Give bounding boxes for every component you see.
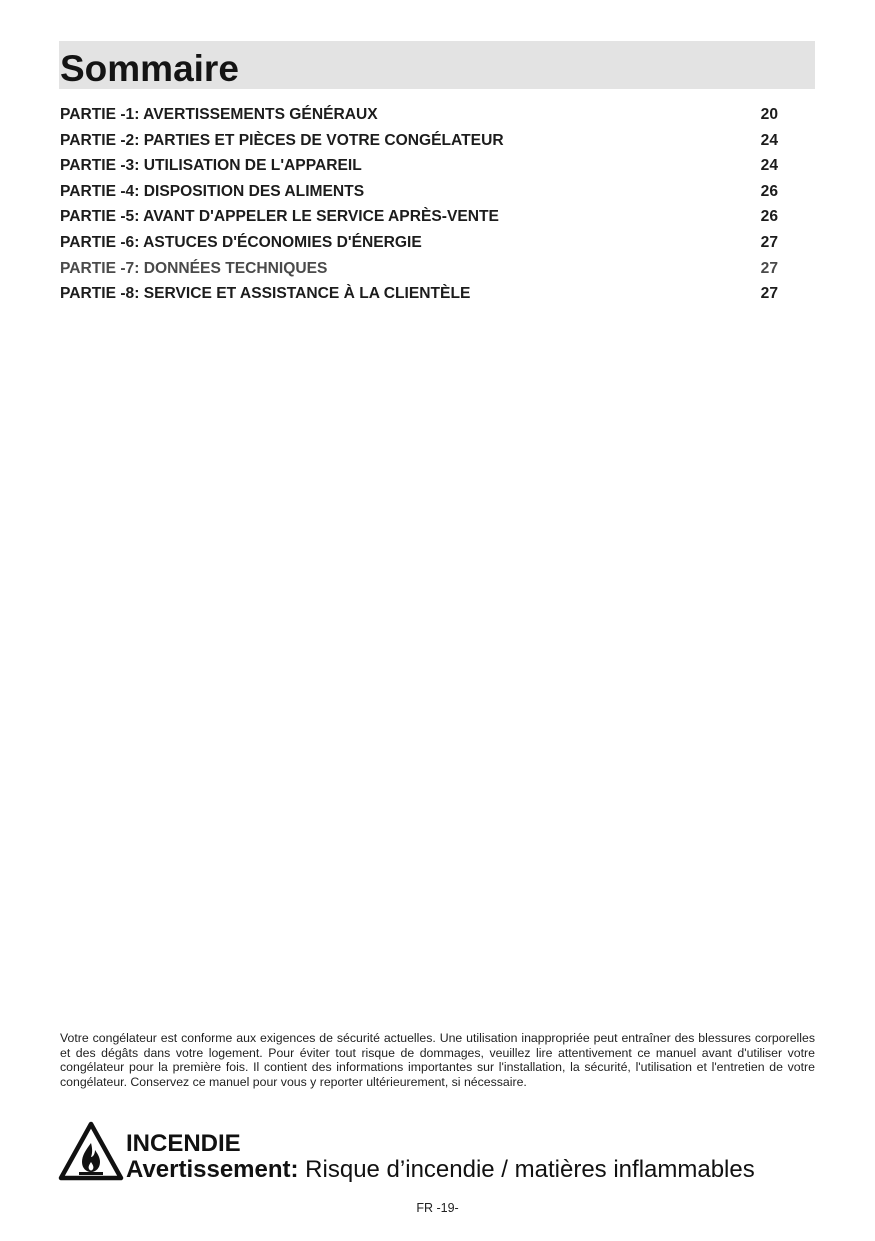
toc-entry-page: 27 [760, 285, 778, 303]
toc-entry-label: PARTIE -8: SERVICE ET ASSISTANCE À LA CLIENTÈLE [60, 285, 471, 303]
toc-entry[interactable] [60, 260, 778, 286]
toc-entry-page: 20 [760, 106, 778, 123]
toc-entry-label: PARTIE -1: AVERTISSEMENTS GÉNÉRAUX [60, 106, 378, 123]
fire-warning-icon [58, 1121, 124, 1181]
toc-entry[interactable] [60, 157, 778, 183]
toc-entry-page: 26 [760, 182, 778, 200]
table-of-contents [60, 106, 778, 311]
toc-entry[interactable] [60, 132, 778, 158]
warning-label: Avertissement: [126, 1156, 299, 1183]
toc-entry[interactable] [60, 183, 778, 209]
page-title: Sommaire [60, 48, 239, 89]
warning-heading: INCENDIE [126, 1130, 241, 1157]
warning-text: Risque d’incendie / matières inflammables [298, 1156, 755, 1183]
toc-entry[interactable] [60, 106, 778, 132]
toc-entry-page: 27 [760, 233, 778, 251]
toc-entry-page: 26 [760, 208, 778, 226]
toc-entry[interactable] [60, 285, 778, 311]
toc-entry[interactable] [60, 234, 778, 260]
toc-entry-label: PARTIE -7: DONNÉES TECHNIQUES [60, 259, 328, 277]
toc-entry-label: PARTIE -4: DISPOSITION DES ALIMENTS [60, 182, 365, 200]
toc-entry-label: PARTIE -2: PARTIES ET PIÈCES DE VOTRE CONGÉLATEUR [60, 131, 504, 149]
fire-warning [58, 1121, 818, 1183]
warning-line [126, 1157, 755, 1183]
title-bar [59, 41, 815, 89]
intro-paragraph: Votre congélateur est conforme aux exigences de sécurité actuelles. Une utilisation inappropriée peut entraîner des blessures corporelles et des dégâts dans votre logement. Pour éviter tout risque de dommages, veuillez lire attentivement ce manuel avant d'utiliser votre congélateur pour la première fois. Il contient des informations importantes sur l'installation, la sécurité, l'utilisation et l'entretien de votre congélateur. Conservez ce manuel pour vous y reporter ultérieurement, si nécessaire. [60, 1031, 815, 1089]
toc-entry-label: PARTIE -3: UTILISATION DE L'APPAREIL [60, 157, 362, 175]
toc-entry-label: PARTIE -6: ASTUCES D'ÉCONOMIES D'ÉNERGIE [60, 233, 422, 251]
toc-entry-label: PARTIE -5: AVANT D'APPELER LE SERVICE APRÈS-VENTE [60, 208, 499, 226]
page-number: FR -19- [416, 1201, 459, 1215]
toc-entry-page: 24 [760, 157, 778, 175]
toc-entry[interactable] [60, 208, 778, 234]
toc-entry-page: 27 [760, 259, 778, 277]
toc-entry-page: 24 [760, 131, 778, 149]
